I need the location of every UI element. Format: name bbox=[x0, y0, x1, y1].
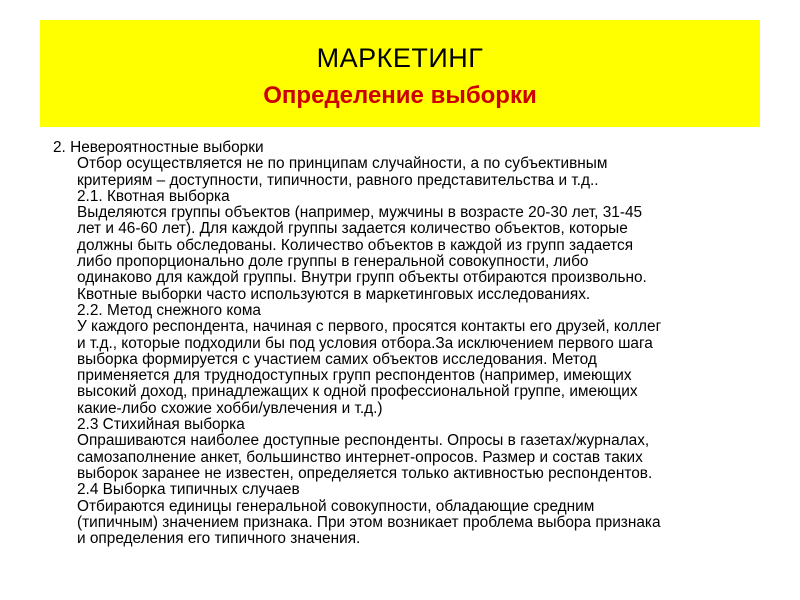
text-line: критериям – доступности, типичности, равного представительства и т.д.. bbox=[77, 171, 599, 189]
text-line: выборка формируется с участием самих объектов исследования. Метод bbox=[77, 350, 597, 368]
text-line: Отбираются единицы генеральной совокупности, обладающие средним bbox=[77, 497, 595, 515]
text-line: (типичным) значением признака. При этом возникает проблема выбора признака bbox=[77, 513, 661, 531]
text-line: применяется для труднодоступных групп респондентов (например, имеющих bbox=[77, 367, 632, 385]
text-line: выборок заранее не известен, определяется только активностью респондентов. bbox=[77, 464, 653, 482]
title-banner bbox=[40, 20, 760, 127]
text-line: и т.д., которые подходили бы под условия отбора.За исключением первого шага bbox=[77, 334, 653, 352]
text-line: лет и 46-60 лет). Для каждой группы задается количество объектов, которые bbox=[77, 220, 628, 238]
text-line: Выделяются группы объектов (например, мужчины в возрасте 20-30 лет, 31-45 bbox=[77, 204, 643, 222]
text-line: Отбор осуществляется не по принципам случайности, а по субъективным bbox=[77, 155, 608, 173]
heading-typical-cases: 2.4 Выборка типичных случаев bbox=[77, 481, 300, 499]
heading-quota-sample: 2.1. Квотная выборка bbox=[77, 187, 230, 205]
heading-non-probability: 2. Невероятностные выборки bbox=[53, 139, 264, 156]
heading-spontaneous: 2.3 Стихийная выборка bbox=[77, 416, 245, 434]
text-line: должны быть обследованы. Количество объектов в каждой из групп задается bbox=[77, 236, 634, 254]
text-line: одинаково для каждой группы. Внутри групп объекты отбираются произвольно. bbox=[77, 269, 647, 287]
text-line: высокий доход, принадлежащих к одной профессиональной группе, имеющих bbox=[77, 383, 638, 401]
text-line: Опрашиваются наиболее доступные респонденты. Опросы в газетах/журналах, bbox=[77, 432, 650, 450]
text-line: и определения его типичного значения. bbox=[77, 530, 361, 548]
heading-snowball: 2.2. Метод снежного кома bbox=[77, 301, 261, 319]
text-line: У каждого респондента, начиная с первого, просятся контакты его друзей, коллег bbox=[77, 318, 662, 336]
text-line: какие-либо схожие хобби/увлечения и т.д.) bbox=[77, 399, 383, 417]
slide-title: МАРКЕТИНГ bbox=[316, 43, 484, 73]
text-line: либо пропорционально доле группы в генеральной совокупности, либо bbox=[77, 253, 589, 271]
slide-subtitle: Определение выборки bbox=[263, 82, 537, 109]
text-line: самозаполнение анкет, большинство интернет-опросов. Размер и состав таких bbox=[77, 448, 643, 466]
body-text bbox=[53, 140, 763, 547]
text-line: Квотные выборки часто используются в маркетинговых исследованиях. bbox=[77, 285, 591, 303]
